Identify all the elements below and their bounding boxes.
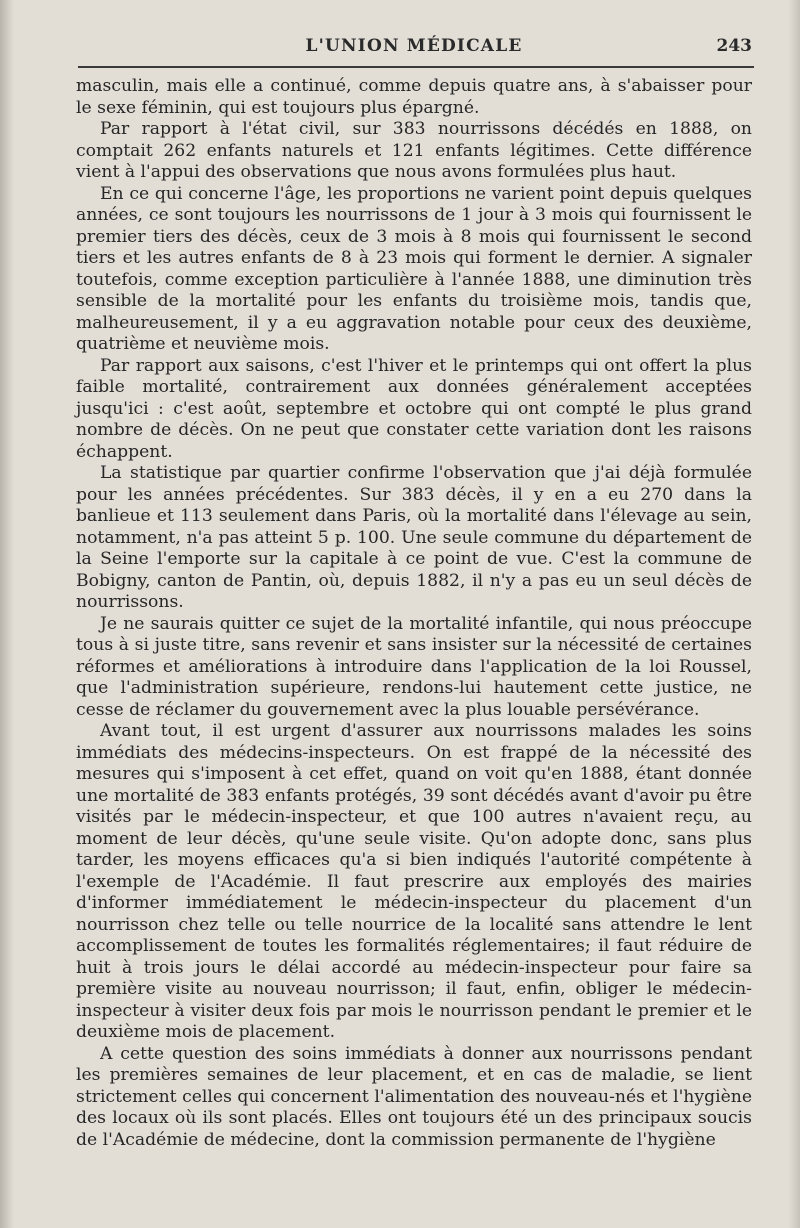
paragraph-quarter-statistics: La statistique par quartier confirme l'observation que j'ai déjà formulée pour les années précédentes. Sur 383 décès, il y en a eu 270 dans la banlieue et 113 seulement dans Paris, où la mortalité dans l'élevage au sein, notamment, n'a pas atteint 5 p. 100. Une seule commune du département de la Seine l'emporte sur la capitale à ce point de vue. C'est la commune de Bobigny, canton de Pantin, où, depuis 1882, il n'y a pas eu un seul décès de nourrissons. [76,463,752,612]
page-edge-shadow-left [0,0,14,1228]
paragraph-civil-status: Par rapport à l'état civil, sur 383 nourrissons décédés en 1888, on comptait 262 enfants naturels et 121 enfants légitimes. Cette différence vient à l'appui des observations que nous avons formulées plus haut. [76,119,752,182]
paragraph-age: En ce qui concerne l'âge, les proportions ne varient point depuis quelques années, ce sont toujours les nourrissons de 1 jour à 3 mois qui fournissent le premier tiers des décès, ceux de 3 mois à 8 mois qui fournissent le second tiers et les autres enfants de 8 à 23 mois qui forment le dernier. A signaler toutefois, comme exception particulière à l'année 1888, une diminution très sensible de la mortalité pour les enfants du troisième mois, tandis que, malheureusement, il y a eu aggravation notable pour ceux des deuxième, quatrième et neuvième mois. [76,183,752,354]
paragraph-infant-mortality: Je ne saurais quitter ce sujet de la mortalité infantile, qui nous préoccupe tous à si juste titre, sans revenir et sans insister sur la nécessité de certaines réformes et améliorations à introduire dans l'application de la loi Roussel, que l'administration supérieure, rendons-lui hautement cette justice, ne cesse de réclamer du gouvernement avec la plus louable persévérance. [76,613,752,720]
paragraph-continued: masculin, mais elle a continué, comme depuis quatre ans, à s'abaisser pour le sexe féminin, qui est toujours plus épargné. [76,76,752,118]
header-rule [78,66,754,68]
page-number: 243 [716,36,752,56]
running-title: L'UNION MÉDICALE [305,36,523,56]
page-edge-shadow-right [788,0,800,1228]
article-body [76,76,752,1151]
page-header [76,36,752,60]
paragraph-hygiene: A cette question des soins immédiats à donner aux nourrissons pendant les premières semaines de leur placement, et en cas de maladie, se lient strictement celles qui concernent l'alimentation des nouveau-nés et l'hygiène des locaux où ils sont placés. Elles ont toujours été un des principaux soucis de l'Académie de médecine, dont la commission permanente de l'hygiène [76,1043,752,1150]
paragraph-seasons: Par rapport aux saisons, c'est l'hiver et le printemps qui ont offert la plus faible mortalité, contrairement aux données généralement acceptées jusqu'ici : c'est août, septembre et octobre qui ont compté le plus grand nombre de décès. On ne peut que constater cette variation dont les raisons échappent. [76,355,752,462]
paragraph-immediate-care: Avant tout, il est urgent d'assurer aux nourrissons malades les soins immédiats des médecins-inspecteurs. On est frappé de la nécessité des mesures qui s'imposent à cet effet, quand on voit qu'en 1888, étant donnée une mortalité de 383 enfants protégés, 39 sont décédés avant d'avoir pu être visités par le médecin-inspecteur, et que 100 autres n'avaient reçu, au moment de leur décès, qu'une seule visite. Qu'on adopte donc, sans plus tarder, les moyens efficaces qu'a si bien indiqués l'autorité compétente à l'exemple de l'Académie. Il faut prescrire aux employés des mairies d'informer immédiatement le médecin-inspecteur du placement d'un nourrisson chez telle ou telle nourrice de la localité sans attendre le lent accomplissement de toutes les formalités réglementaires; il faut réduire de huit à trois jours le délai accordé au médecin-inspecteur pour faire sa première visite au nouveau nourrisson; il faut, enfin, obliger le médecin-inspecteur à visiter deux fois par mois le nourrisson pendant le premier et le deuxième mois de placement. [76,721,752,1042]
